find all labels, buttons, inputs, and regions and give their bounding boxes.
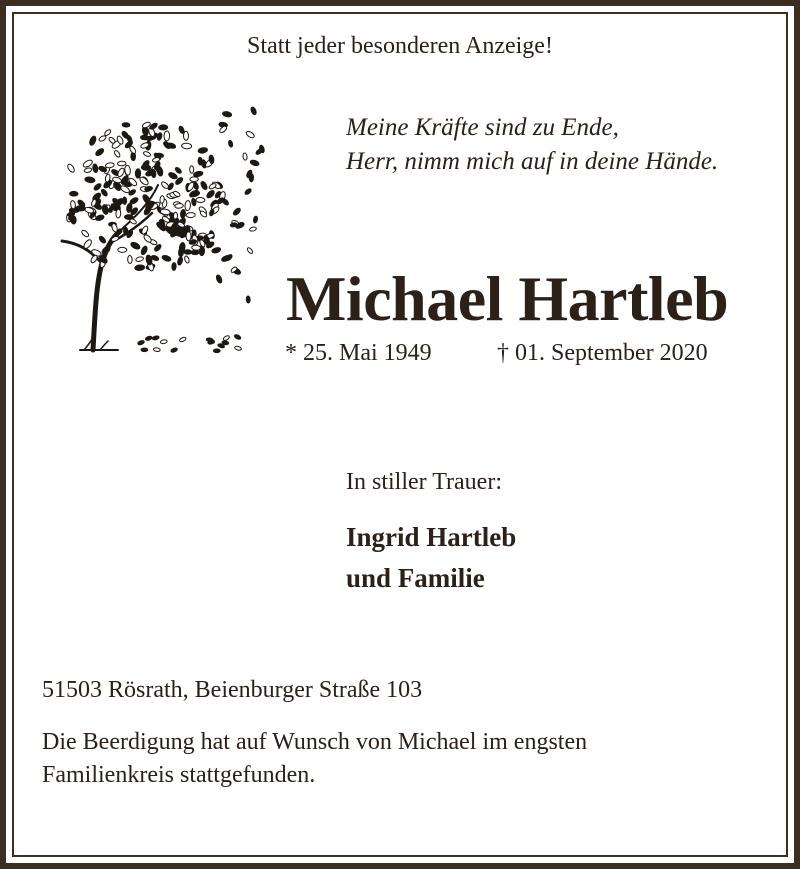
funeral-note-line-2: Familienkreis stattgefunden. xyxy=(42,762,316,788)
funeral-note-line-1: Die Beerdigung hat auf Wunsch von Michael im engsten xyxy=(42,729,588,755)
verse-line-1: Meine Kräfte sind zu Ende, xyxy=(346,114,619,141)
deceased-name: Michael Hartleb xyxy=(286,263,729,334)
mourning-heading: In stiller Trauer: xyxy=(346,469,502,495)
mourner-family: und Familie xyxy=(346,563,485,593)
birth-date: * 25. Mai 1949 xyxy=(285,340,432,366)
verse-line-2: Herr, nimm mich auf in deine Hände. xyxy=(346,148,719,175)
death-date: † 01. September 2020 xyxy=(497,340,708,366)
header-note: Statt jeder besonderen Anzeige! xyxy=(247,33,553,59)
mourner-name: Ingrid Hartleb xyxy=(346,522,517,552)
windblown-tree-icon xyxy=(40,85,270,360)
address: 51503 Rösrath, Beienburger Straße 103 xyxy=(42,677,423,703)
